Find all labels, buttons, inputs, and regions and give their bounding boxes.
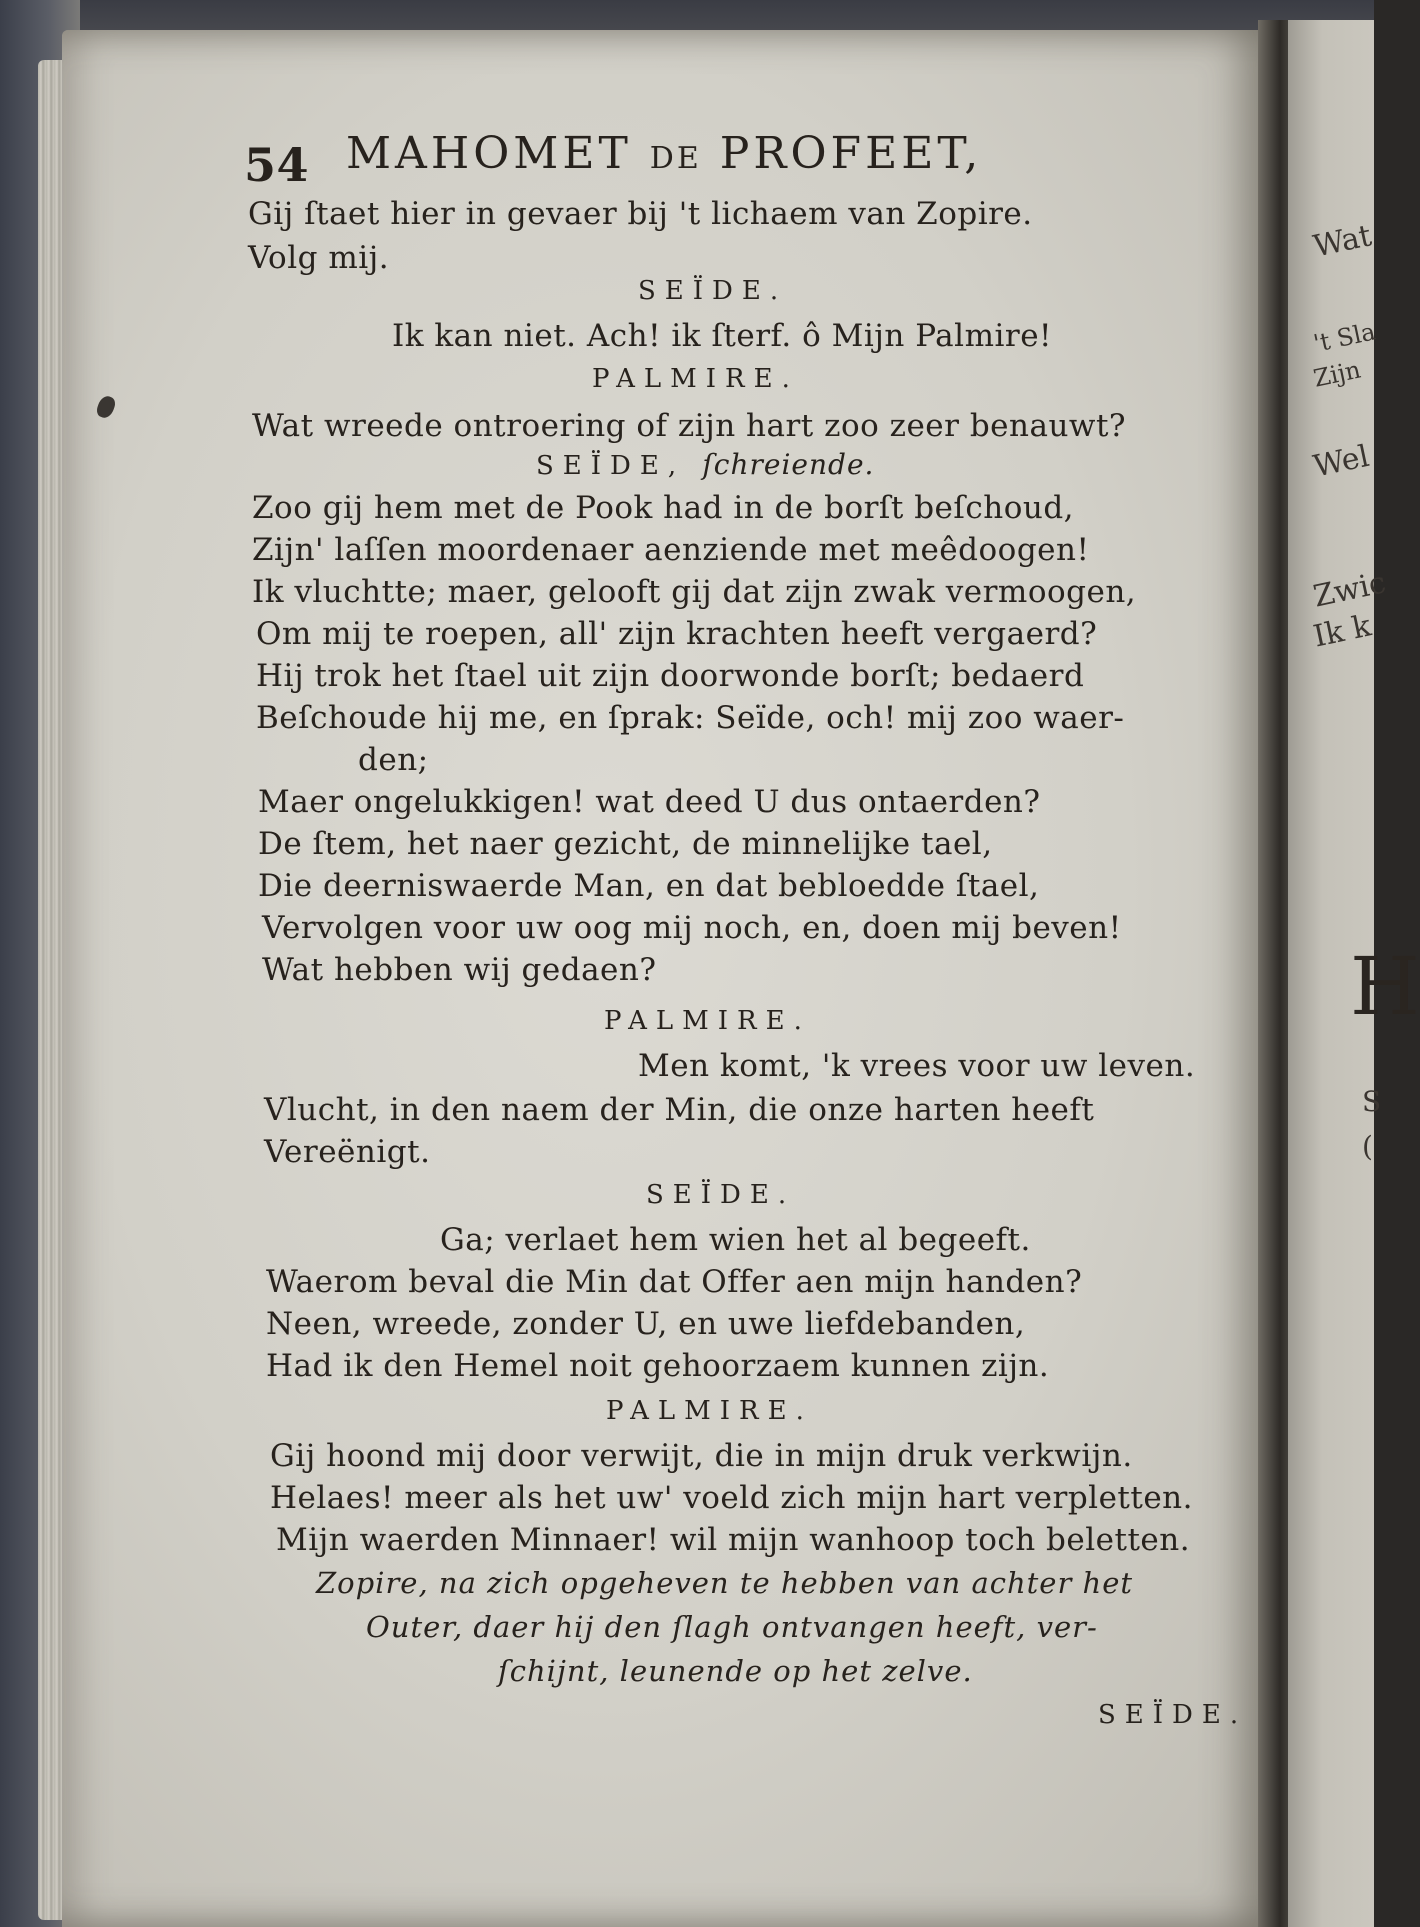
verse-line: den; <box>358 742 429 778</box>
verse-line: Volg mij. <box>248 240 390 276</box>
header-title-part: PROFEET, <box>719 128 983 179</box>
verse-line: Hij trok het ſtael uit zijn doorwonde borſt; bedaerd <box>256 658 1085 694</box>
facing-page-text: Zijn <box>1311 355 1364 393</box>
verse-line: Neen, wreede, zonder U, en uwe liefdebanden, <box>266 1306 1026 1342</box>
header-title-part: DE <box>649 141 702 176</box>
stage-direction: ſchijnt, leunende op het zelve. <box>498 1654 973 1688</box>
facing-page-text: Ik k <box>1310 608 1375 655</box>
verse-line: Had ik den Hemel noit gehoorzaem kunnen zijn. <box>266 1348 1050 1384</box>
verse-line: Vlucht, in den naem der Min, die onze harten heeft <box>264 1092 1095 1128</box>
verse-line: Zijn' laſſen moordenaer aenziende met meêdoogen! <box>252 532 1090 568</box>
verse-line: Helaes! meer als het uw' voeld zich mijn hart verpletten. <box>270 1480 1194 1516</box>
verse-line: Ik vluchtte; maer, gelooft gij dat zijn zwak vermoogen, <box>252 574 1137 610</box>
facing-page-text: Zwic <box>1310 565 1389 615</box>
speaker-name: PALMIRE. <box>606 1396 813 1426</box>
facing-page-text: Wat <box>1310 218 1375 265</box>
speaker-label: SEÏDE, <box>536 451 686 481</box>
facing-page-text: ( <box>1362 1130 1373 1163</box>
stage-direction: Outer, daer hij den ſlagh ontvangen heeft, ver- <box>366 1610 1098 1644</box>
verse-line: Om mij te roepen, all' zijn krachten heeft vergaerd? <box>256 616 1098 652</box>
speaker-name: SEÏDE. <box>1098 1700 1248 1730</box>
running-header <box>346 128 982 179</box>
verse-line: Vervolgen voor uw oog mij noch, en, doen mij beven! <box>262 910 1122 946</box>
speaker-name: SEÏDE. <box>646 1180 796 1210</box>
facing-page-text: S <box>1362 1085 1382 1118</box>
page-number: 54 <box>244 138 310 192</box>
facing-page-text: Wel <box>1310 438 1373 485</box>
verse-line: Wat wreede ontroering of zijn hart zoo zeer benauwt? <box>252 408 1127 444</box>
verse-line: Ik kan niet. Ach! ik ſterf. ô Mijn Palmire! <box>392 318 1053 354</box>
speaker-name <box>536 448 874 481</box>
facing-page-text: 't Sla <box>1311 317 1378 358</box>
speaker-name: PALMIRE. <box>592 364 799 394</box>
verse-line: Ga; verlaet hem wien het al begeeft. <box>440 1222 1031 1258</box>
stage-direction: Zopire, na zich opgeheven te hebben van achter het <box>316 1566 1134 1600</box>
ink-spot <box>95 394 118 420</box>
verse-line: Die deerniswaerde Man, en dat bebloedde ſtael, <box>258 868 1040 904</box>
verse-line: Gij hoond mij door verwijt, die in mijn druk verkwijn. <box>270 1438 1133 1474</box>
verse-line: Vereënigt. <box>264 1134 431 1170</box>
verse-line: De ſtem, het naer gezicht, de minnelijke tael, <box>258 826 993 862</box>
facing-page-heading: H <box>1350 940 1420 1033</box>
verse-line: Maer ongelukkigen! wat deed U dus ontaerden? <box>258 784 1041 820</box>
verse-line: Zoo gij hem met de Pook had in de borſt beſchoud, <box>252 490 1075 526</box>
speaker-direction: ſchreiende. <box>702 448 875 481</box>
verse-line: Mijn waerden Minnaer! wil mijn wanhoop toch beletten. <box>276 1522 1191 1558</box>
verse-line: Men komt, 'k vrees voor uw leven. <box>638 1048 1196 1084</box>
verse-line: Waerom beval die Min dat Offer aen mijn handen? <box>266 1264 1083 1300</box>
verse-line: Beſchoude hij me, en ſprak: Seïde, och! mij zoo waer- <box>256 700 1125 736</box>
speaker-name: PALMIRE. <box>604 1006 811 1036</box>
speaker-name: SEÏDE. <box>638 276 788 306</box>
verse-line: Gij ſtaet hier in gevaer bij 't lichaem van Zopire. <box>248 196 1033 232</box>
verse-line: Wat hebben wij gedaen? <box>262 952 657 988</box>
header-title-part: MAHOMET <box>346 128 632 179</box>
